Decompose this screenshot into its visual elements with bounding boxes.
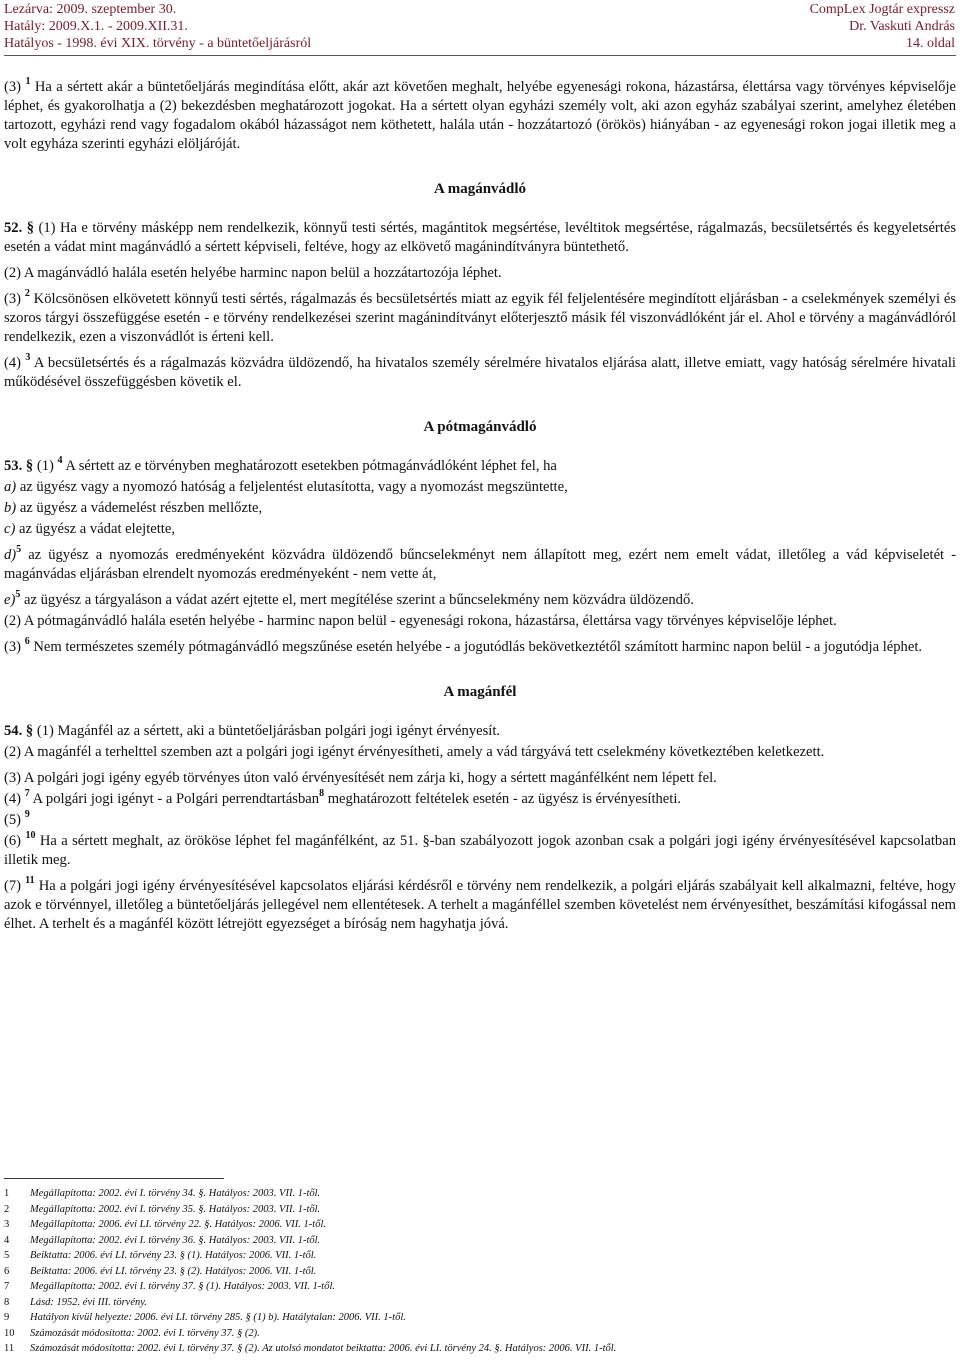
paragraph-text: A polgári jogi igényt - a Polgári perrendtartásban xyxy=(29,791,320,807)
paragraph-54-2: (2) A magánfél a terhelttel szemben azt a polgári jogi igényt érvényesítheti, amely a vád tárgyává tett cselekmény következtében keletkezett. xyxy=(4,744,825,760)
footnote-number: 2 xyxy=(4,1203,10,1215)
author-name: Dr. Vaskuti András xyxy=(849,19,955,34)
footnote-item xyxy=(4,1326,956,1342)
paragraph-text: (1) Magánfél az a sértett, aki a büntetőeljárásban polgári jogi igényt érvényesít. xyxy=(33,723,501,739)
paragraph-54-1 xyxy=(4,722,956,741)
paragraph-text: A sértett az e törvényben meghatározott esetekben pótmagánvádlóként léphet fel, ha xyxy=(62,458,557,474)
footnote-item xyxy=(4,1310,956,1326)
point-label: c) xyxy=(4,521,16,537)
footnote-item xyxy=(4,1248,956,1264)
point-text: az ügyész a nyomozás eredményeként közvádra üldözendő bűncselekményt nem állapított meg, ezért nem emelt vádat, illetőleg a vád képviseletét - magánvádas eljárásban elrendelt nyomozás eredményeként - nem vette át, xyxy=(4,547,956,582)
footnote-text: Megállapította: 2002. évi I. törvény 36. §. Hatályos: 2003. VII. 1-től. xyxy=(30,1234,321,1246)
paragraph-text: A becsületsértés és a rágalmazás közvádra üldözendő, ha hivatalos személy sérelmére hivatalos eljárása alatt, illetve emiatt, vagy hatóság sérelmére hivatali működésével összefüggésben követik el. xyxy=(4,355,956,390)
footnote-text: Megállapította: 2006. évi LI. törvény 22. §. Hatályos: 2006. VII. 1-től. xyxy=(30,1219,326,1230)
paragraph-53-2: (2) A pótmagánvádló halála esetén helyébe - harminc napon belül - egyenesági rokona, házastársa, élettársa vagy törvényes képviselője léphet. xyxy=(4,613,837,629)
footnote-text: Megállapította: 2002. évi I. törvény 37. § (1). Hatályos: 2003. VII. 1-től. xyxy=(30,1281,336,1292)
paragraph-53-1 xyxy=(4,457,956,476)
paragraph-52-1 xyxy=(4,219,956,257)
footnotes xyxy=(4,1186,956,1357)
point-text: az ügyész vagy a nyomozó hatóság a feljelentést elutasította, vagy a nyomozást megszüntette, xyxy=(16,479,568,495)
footnote-number: 3 xyxy=(4,1219,10,1230)
footnote-text: Beiktatta: 2006. évi LI. törvény 23. § (1). Hatályos: 2006. VII. 1-től. xyxy=(30,1250,317,1261)
point-b xyxy=(4,499,956,518)
footnote-item xyxy=(4,1233,956,1249)
footnote-ref[interactable]: 6 xyxy=(24,636,30,647)
footnote-number: 9 xyxy=(4,1312,10,1323)
footnote-ref[interactable]: 4 xyxy=(57,455,63,466)
footnote-ref[interactable]: 8 xyxy=(319,788,325,799)
footnote-ref[interactable]: 7 xyxy=(24,788,30,799)
footnote-ref[interactable]: 10 xyxy=(25,830,36,841)
footnote-number: 1 xyxy=(4,1188,10,1199)
section-number: 53. xyxy=(4,458,23,474)
footnote-ref[interactable]: 5 xyxy=(16,544,22,555)
paragraph-text: meghatározott feltételek esetén - az ügyész is érvényesítheti. xyxy=(324,791,682,807)
footnote-text: Hatályon kívül helyezte: 2006. évi LI. törvény 285. § (1) b). Hatálytalan: 2006. VII. 1-től. xyxy=(30,1312,406,1323)
paragraph-54-6 xyxy=(4,832,956,870)
paragraph-number: (3) xyxy=(4,639,22,655)
paragraph-54-3: (3) A polgári jogi igény egyéb törvényes úton való érvényesítését nem zárja ki, hogy a sértett magánfélként nem lépett fel. xyxy=(4,770,717,786)
point-text: az ügyész a vádemelést részben mellőzte, xyxy=(16,500,263,516)
paragraph-text: (1) Ha e törvény másképp nem rendelkezik, könnyű testi sértés, magántitok megsértése, levéltitok megsértése, rágalmazás, becsületsértés és kegyeletsértés esetén a vádat mint magánvádló a sértett képviseli, feltéve, hogy az elkövető magánindítványra büntethető. xyxy=(4,220,956,255)
point-text: az ügyész a tárgyaláson a vádat azért ejtette el, mert megítélése szerint a bűncselekmény nem közvádra üldözendő. xyxy=(20,592,694,608)
paragraph-number: (1) xyxy=(33,458,54,474)
footnote-number: 10 xyxy=(4,1327,15,1339)
footnote-item xyxy=(4,1341,956,1357)
paragraph-number: (4) xyxy=(4,355,22,371)
section-heading-potmaganvadlo: A pótmagánvádló xyxy=(423,419,537,435)
paragraph-text: Ha a polgári jogi igény érvényesítésével kapcsolatos eljárási kérdésről e törvény nem rendelkezik, a polgári eljárás szabályait kell alkalmazni, feltéve, hogy azok e törvénnyel, illetőleg a büntetőeljárás jellegével nem ellentétesek. A terhelt a magánféllel szemben követelést nem érvényesíthet, beszámítási kifogással nem élhet. A terhelt és a magánfél között létrejött egyezséget a bíróság nem hagyhatja jóvá. xyxy=(4,878,956,932)
footnote-ref[interactable]: 9 xyxy=(24,809,30,820)
paragraph-51-3 xyxy=(4,78,956,154)
footnote-ref[interactable]: 1 xyxy=(25,76,31,87)
paragraph-number: (7) xyxy=(4,878,22,894)
footnote-item xyxy=(4,1202,956,1218)
section-heading-maganvadlo: A magánvádló xyxy=(433,181,527,197)
paragraph-text: Ha a sértett meghalt, az örököse léphet fel magánfélként, az 51. §-ban szabályozott jogok azonban csak a polgári jogi igény érvényesítésével kapcsolatban illetik meg. xyxy=(4,833,956,868)
section-sign: § xyxy=(25,723,34,739)
paragraph-54-5 xyxy=(4,811,956,830)
page-number: 14. oldal xyxy=(906,36,955,51)
paragraph-52-2: (2) A magánvádló halála esetén helyébe harminc napon belül a hozzátartozója léphet. xyxy=(4,265,502,281)
paragraph-text: Ha a sértett akár a büntetőeljárás megindítása előtt, akár azt követően meghalt, helyébe egyenesági rokona, házastársa, élettársa vagy törvényes képviselője léphet, és gyakorolhatja a (2) bekezdésben meghatározott jogokat. Ha a sértett olyan egyházi személy volt, aki azon egyház szabályai szerint, amelyhez életében tartozott, egyházi rend vagy fogadalom okából házasságot nem köthetett, halála után - hozzátartozó (örökös) hiányában - az egyenesági rokon jogai illetik meg a volt egyháza szerinti egyházi elöljáróját. xyxy=(4,79,956,152)
footnote-ref[interactable]: 5 xyxy=(15,589,21,600)
footnote-item xyxy=(4,1217,956,1233)
section-heading-maganfel: A magánfél xyxy=(443,684,517,700)
paragraph-text: Kölcsönösen elkövetett könnyű testi sértés, rágalmazás és becsületsértés miatt az egyik fél feljelentésére megindított eljárásban - a cselekmények személyi és szoros tárgyi összefüggése esetén - e törvény rendelkezései szerint magánindítványt előterjesztő másik fél viszonvádlóként jár el. Ahol e törvény a magánvádlóról rendelkezik, ezen a viszonvádlót is érteni kell. xyxy=(4,291,956,345)
publisher-name: CompLex Jogtár expressz xyxy=(809,2,955,17)
point-text: az ügyész a vádat elejtette, xyxy=(15,521,175,537)
point-d xyxy=(4,546,956,584)
paragraph-54-7 xyxy=(4,877,956,934)
footnote-number: 6 xyxy=(4,1265,10,1277)
point-label: b) xyxy=(4,500,17,516)
footnote-ref[interactable]: 2 xyxy=(24,288,30,299)
paragraph-number: (3) xyxy=(4,79,22,95)
point-a xyxy=(4,478,956,497)
section-number: 54. xyxy=(4,723,23,739)
point-label: a) xyxy=(4,479,17,495)
footnote-item xyxy=(4,1264,956,1280)
footnote-ref[interactable]: 11 xyxy=(25,875,35,886)
paragraph-52-4 xyxy=(4,354,956,392)
document-body xyxy=(4,78,956,941)
footnote-text: Megállapította: 2002. évi I. törvény 35. §. Hatályos: 2003. VII. 1-től. xyxy=(30,1203,321,1215)
footnote-divider xyxy=(4,1178,224,1179)
footnote-text: Megállapította: 2002. évi I. törvény 34. §. Hatályos: 2003. VII. 1-től. xyxy=(30,1188,321,1199)
footnote-ref[interactable]: 3 xyxy=(25,352,31,363)
section-sign: § xyxy=(26,220,35,236)
paragraph-number: (5) xyxy=(4,812,22,828)
paragraph-52-3 xyxy=(4,290,956,347)
paragraph-number: (3) xyxy=(4,291,22,307)
footnote-item xyxy=(4,1186,956,1202)
footnote-number: 8 xyxy=(4,1296,10,1308)
footnote-number: 4 xyxy=(4,1234,10,1246)
point-label: d) xyxy=(4,547,17,563)
validity-period: Hatály: 2009.X.1. - 2009.XII.31. xyxy=(4,19,188,34)
closing-date: Lezárva: 2009. szeptember 30. xyxy=(4,2,177,17)
footnote-text: Számozását módosította: 2002. évi I. törvény 37. § (2). xyxy=(30,1327,260,1339)
footnote-text: Számozását módosította: 2002. évi I. törvény 37. § (2). Az utolsó mondatot beiktatta: 2006. évi LI. törvény 24. §. Hatályos: 2006. VII. 1-től. xyxy=(30,1343,617,1354)
point-c xyxy=(4,520,956,539)
footnote-text: Lásd: 1952. évi III. törvény. xyxy=(30,1296,147,1308)
footnote-number: 5 xyxy=(4,1250,10,1261)
footnote-item xyxy=(4,1295,956,1311)
header-right xyxy=(810,1,955,52)
header-left xyxy=(4,1,311,52)
section-sign: § xyxy=(25,458,34,474)
law-title: Hatályos - 1998. évi XIX. törvény - a büntetőeljárásról xyxy=(4,36,312,51)
paragraph-number: (6) xyxy=(4,833,22,849)
paragraph-number: (4) xyxy=(4,791,22,807)
paragraph-53-3 xyxy=(4,638,956,657)
footnote-number: 11 xyxy=(4,1343,15,1354)
paragraph-text: Nem természetes személy pótmagánvádló megszűnése esetén helyébe - a jogutódlás bekövetkeztétől számított harminc napon belül - a jogutódja léphet. xyxy=(29,639,923,655)
footnote-number: 7 xyxy=(4,1281,10,1292)
point-e xyxy=(4,591,956,610)
header-divider xyxy=(4,55,956,56)
point-label: e) xyxy=(4,592,16,608)
footnote-item xyxy=(4,1279,956,1295)
paragraph-54-4 xyxy=(4,790,956,809)
footnote-text: Beiktatta: 2006. évi LI. törvény 23. § (2). Hatályos: 2006. VII. 1-től. xyxy=(30,1265,317,1277)
section-number: 52. xyxy=(4,220,23,236)
page-header xyxy=(0,0,960,52)
